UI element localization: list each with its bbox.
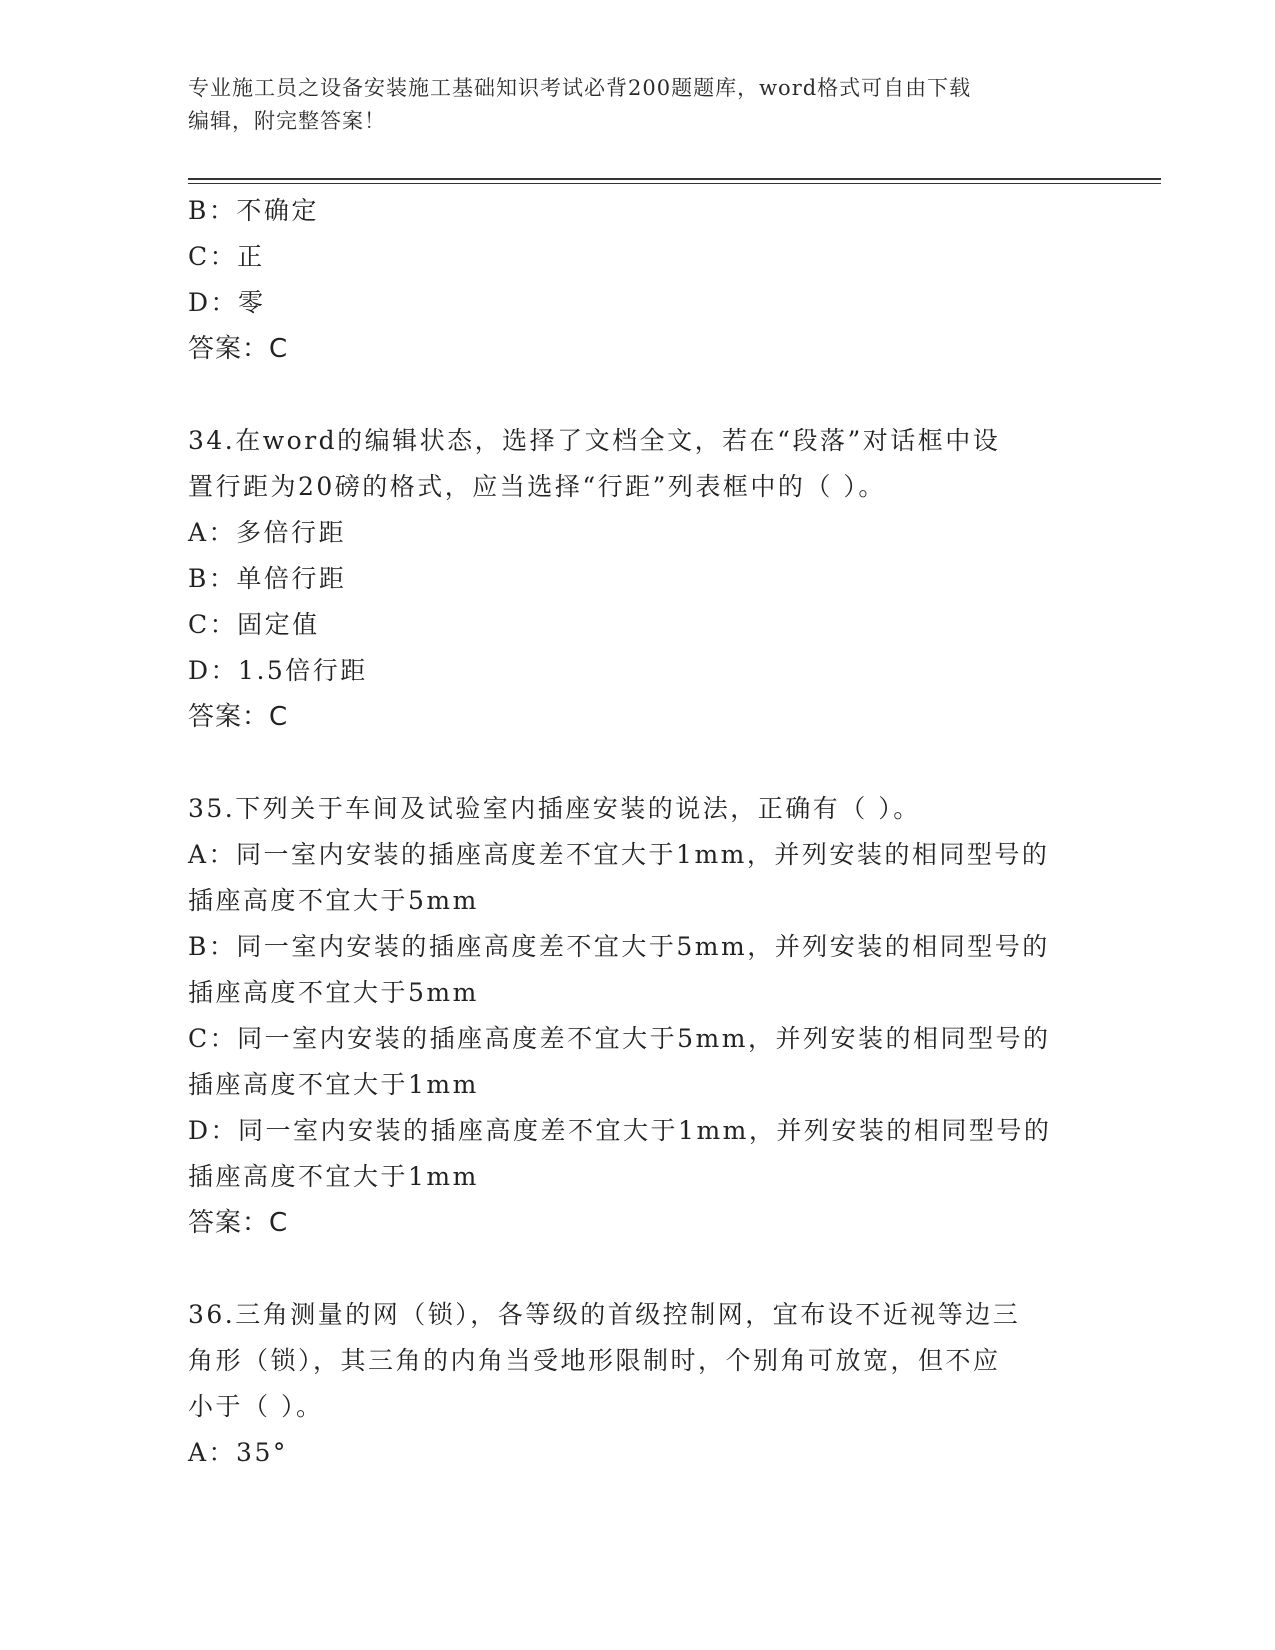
question-text-line: 置行距为20磅的格式，应当选择“行距”列表框中的（ ）。 <box>188 472 886 501</box>
option-c: C：正 <box>188 242 265 271</box>
option-line: 插座高度不宜大于5mm <box>188 886 479 915</box>
option-line: 插座高度不宜大于1mm <box>188 1070 479 1099</box>
option-b: B：不确定 <box>188 196 319 225</box>
option-line: D：同一室内安装的插座高度差不宜大于1mm，并列安装的相同型号的 <box>188 1116 1052 1145</box>
answer: 答案：C <box>188 334 289 364</box>
answer: 答案：C <box>188 702 289 732</box>
option-a: A：多倍行距 <box>188 518 347 547</box>
question-text-line: 36.三角测量的网（锁），各等级的首级控制网，宜布设不近视等边三 <box>188 1300 1021 1329</box>
option-c <box>188 1016 1088 1108</box>
question-36 <box>188 1292 1088 1476</box>
option-a <box>188 832 1088 924</box>
question-text-line: 34.在word的编辑状态，选择了文档全文，若在“段落”对话框中设 <box>188 426 1001 455</box>
header-rule-thick <box>188 178 1161 180</box>
option-line: 插座高度不宜大于1mm <box>188 1162 479 1191</box>
option-b <box>188 924 1088 1016</box>
question-text-line: 35.下列关于车间及试验室内插座安装的说法，正确有（ ）。 <box>188 794 921 823</box>
option-line: B：同一室内安装的插座高度差不宜大于5mm，并列安装的相同型号的 <box>188 932 1050 961</box>
option-c: C：固定值 <box>188 610 320 639</box>
option-b: B：单倍行距 <box>188 564 347 593</box>
question-35 <box>188 786 1088 1246</box>
document-header <box>188 72 1088 138</box>
option-line: A：同一室内安装的插座高度差不宜大于1mm，并列安装的相同型号的 <box>188 840 1050 869</box>
header-rule-thin <box>188 183 1161 184</box>
option-d: D：零 <box>188 288 266 317</box>
option-a: A：35° <box>188 1438 288 1467</box>
header-line-1: 专业施工员之设备安装施工基础知识考试必背200题题库，word格式可自由下载 <box>188 76 972 100</box>
question-content <box>188 188 1088 1476</box>
option-d: D：1.5倍行距 <box>188 656 368 685</box>
answer: 答案：C <box>188 1208 289 1238</box>
question-text-line: 角形（锁），其三角的内角当受地形限制时，个别角可放宽，但不应 <box>188 1346 1001 1375</box>
option-line: C：同一室内安装的插座高度差不宜大于5mm，并列安装的相同型号的 <box>188 1024 1051 1053</box>
question-34 <box>188 418 1088 740</box>
option-d <box>188 1108 1088 1200</box>
option-line: 插座高度不宜大于5mm <box>188 978 479 1007</box>
header-line-2: 编辑，附完整答案！ <box>188 109 386 133</box>
question-33-tail <box>188 188 1088 372</box>
question-text-line: 小于（ ）。 <box>188 1392 324 1421</box>
